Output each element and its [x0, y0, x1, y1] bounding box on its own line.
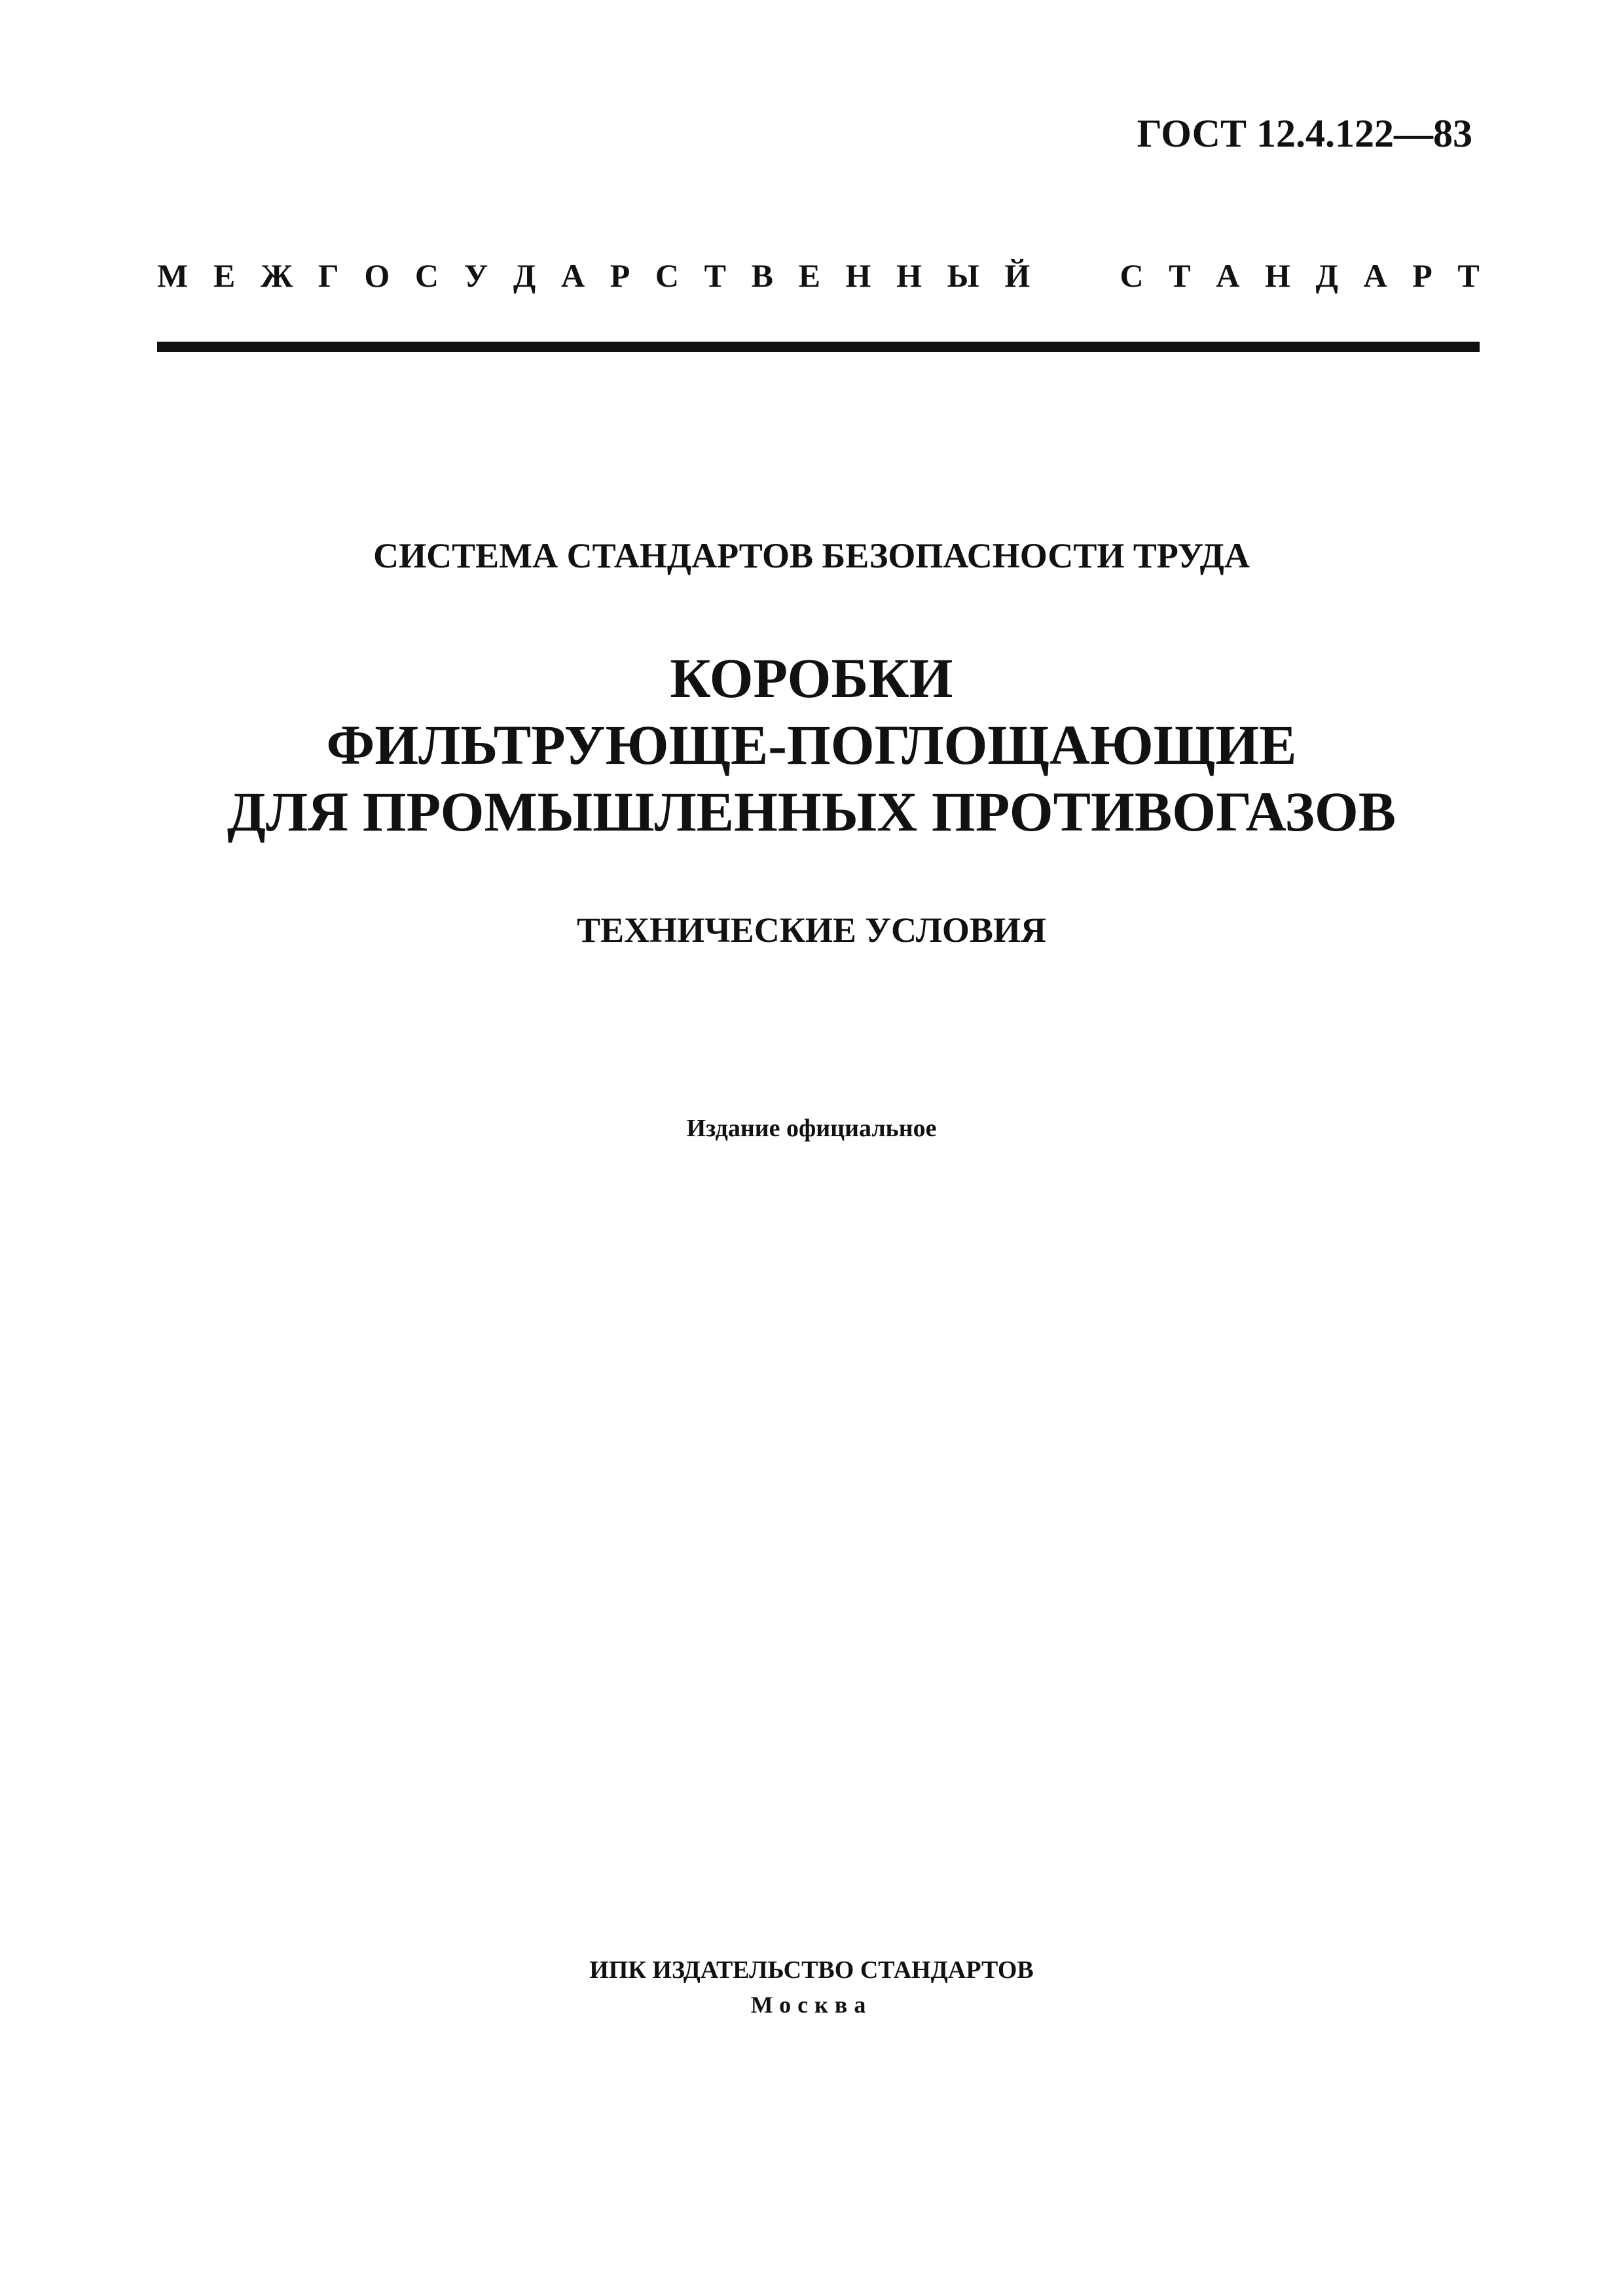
- title-line-3: ДЛЯ ПРОМЫШЛЕННЫХ ПРОТИВОГАЗОВ: [227, 780, 1396, 843]
- heading-letter: Е: [798, 257, 820, 294]
- heading-letter: Р: [1412, 257, 1432, 294]
- heading-letter: Т: [704, 257, 726, 294]
- heading-letter: А: [1363, 257, 1387, 294]
- heading-letter: М: [157, 257, 189, 294]
- series-title: СИСТЕМА СТАНДАРТОВ БЕЗОПАСНОСТИ ТРУДА: [373, 536, 1250, 575]
- edition-note: Издание официальное: [686, 1115, 937, 1142]
- heading-letter: А: [560, 257, 585, 294]
- heading-letter: Н: [1264, 257, 1290, 294]
- title-line-2: ФИЛЬТРУЮЩЕ-ПОГЛОЩАЮЩИЕ: [326, 713, 1297, 776]
- heading-letter: Г: [318, 257, 339, 294]
- heading-letter: Н: [896, 257, 922, 294]
- document-subtitle: ТЕХНИЧЕСКИЕ УСЛОВИЯ: [577, 910, 1046, 950]
- publisher-city: Москва: [750, 1992, 873, 2018]
- heading-letter: С: [414, 257, 439, 294]
- heading-letter: С: [655, 257, 679, 294]
- document-title: [0, 645, 1623, 845]
- publisher-name: ИПК ИЗДАТЕЛЬСТВО СТАНДАРТОВ: [589, 1956, 1034, 1984]
- heading-letter: Д: [1315, 257, 1338, 294]
- heading-letter: Д: [513, 257, 536, 294]
- heading-letter: Ж: [260, 257, 293, 294]
- header-rule: [157, 342, 1480, 352]
- heading-letter: Ы: [947, 257, 979, 294]
- heading-letter: Т: [1457, 257, 1480, 294]
- standard-type-heading: [157, 257, 1480, 295]
- heading-letter: У: [464, 257, 488, 294]
- heading-letter: Й: [1004, 257, 1030, 294]
- heading-letter: Т: [1169, 257, 1191, 294]
- title-line-1: КОРОБКИ: [670, 647, 953, 709]
- heading-letter: Р: [610, 257, 630, 294]
- heading-letter: Е: [213, 257, 236, 294]
- document-number: ГОСТ 12.4.122—83: [1137, 112, 1472, 155]
- heading-letter: С: [1120, 257, 1144, 294]
- heading-letter: Н: [845, 257, 871, 294]
- heading-letter: О: [364, 257, 390, 294]
- heading-letter: А: [1216, 257, 1240, 294]
- heading-letter: В: [751, 257, 773, 294]
- heading-word-gap: [1055, 257, 1095, 295]
